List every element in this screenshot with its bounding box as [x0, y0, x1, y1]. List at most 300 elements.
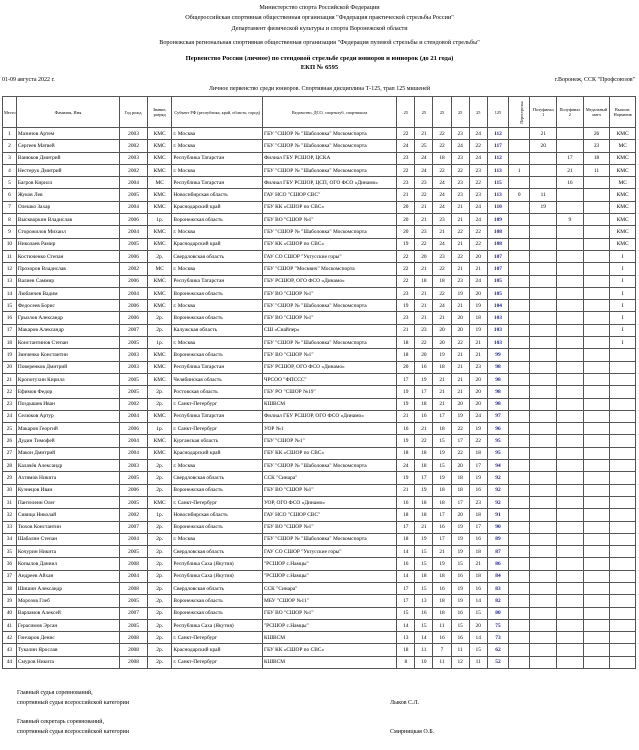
- cell-semifinal-1: [530, 558, 557, 570]
- cell-series-1: 17: [397, 595, 415, 607]
- cell-semifinal-1: [530, 386, 557, 398]
- cell-org: ГБУ "СШОР № "Шаболовка" Москомспорта: [262, 128, 396, 140]
- cell-series-1: 20: [397, 201, 415, 213]
- table-row: [3, 607, 636, 619]
- cell-series-5: 14: [469, 632, 487, 644]
- cell-series-5: 17: [469, 521, 487, 533]
- cell-series-3: 22: [433, 164, 451, 176]
- cell-name: Сивица Николай: [16, 509, 119, 521]
- cell-rank: 2р.: [147, 570, 172, 582]
- cell-rank: 2р.: [147, 546, 172, 558]
- cell-total: 73: [487, 632, 508, 644]
- cell-year: 2002: [120, 263, 148, 275]
- cell-name: Выскворкин Владислав: [16, 214, 119, 226]
- cell-medal-match: [583, 361, 610, 373]
- cell-norm: I: [610, 300, 636, 312]
- secretary-name: Смирницкая О.Б.: [390, 729, 435, 735]
- cell-series-4: 23: [451, 275, 469, 287]
- cell-rank: 2р.: [147, 324, 172, 336]
- cell-place: 44: [3, 656, 17, 668]
- table-row: [3, 349, 636, 361]
- cell-series-3: 18: [433, 595, 451, 607]
- cell-place: 15: [3, 300, 17, 312]
- cell-series-5: 20: [469, 619, 487, 631]
- cell-series-1: 18: [397, 533, 415, 545]
- cell-year: 2006: [120, 300, 148, 312]
- cell-subject: г. Санкт-Петербург: [172, 632, 263, 644]
- cell-shootoff: [509, 582, 530, 594]
- table-row: [3, 595, 636, 607]
- cell-semifinal-2: [557, 189, 584, 201]
- cell-series-1: 14: [397, 570, 415, 582]
- cell-series-5: 21: [469, 263, 487, 275]
- cell-semifinal-1: 11: [530, 189, 557, 201]
- cell-series-1: 20: [397, 214, 415, 226]
- cell-series-1: 22: [397, 164, 415, 176]
- cell-subject: Новосибирская область: [172, 189, 263, 201]
- cell-year: 2007: [120, 324, 148, 336]
- cell-series-3: 23: [433, 214, 451, 226]
- cell-norm: КМС: [610, 226, 636, 238]
- cell-semifinal-2: [557, 521, 584, 533]
- table-row: [3, 226, 636, 238]
- cell-shootoff: [509, 152, 530, 164]
- cell-place: 5: [3, 177, 17, 189]
- cell-semifinal-2: [557, 423, 584, 435]
- col-name: Фамилия, Имя: [16, 97, 119, 128]
- cell-series-3: 23: [433, 250, 451, 262]
- cell-medal-match: [583, 509, 610, 521]
- cell-series-5: 24: [469, 410, 487, 422]
- cell-series-2: 15: [415, 558, 433, 570]
- cell-semifinal-2: [557, 128, 584, 140]
- cell-medal-match: [583, 656, 610, 668]
- cell-place: 7: [3, 201, 17, 213]
- cell-total: 97: [487, 410, 508, 422]
- cell-subject: Воронежская область: [172, 312, 263, 324]
- cell-subject: г. Санкт-Петербург: [172, 496, 263, 508]
- cell-series-2: 18: [415, 460, 433, 472]
- cell-semifinal-2: [557, 435, 584, 447]
- cell-semifinal-1: [530, 373, 557, 385]
- cell-series-1: 21: [397, 189, 415, 201]
- cell-norm: [610, 619, 636, 631]
- cell-rank: 2р.: [147, 533, 172, 545]
- table-row: [3, 496, 636, 508]
- cell-total: 103: [487, 324, 508, 336]
- cell-series-2: 20: [415, 349, 433, 361]
- cell-series-2: 15: [415, 582, 433, 594]
- cell-series-4: 22: [451, 250, 469, 262]
- cell-medal-match: [583, 349, 610, 361]
- cell-rank: КМС: [147, 189, 172, 201]
- cell-total: 113: [487, 189, 508, 201]
- cell-medal-match: [583, 263, 610, 275]
- cell-series-1: 16: [397, 558, 415, 570]
- cell-series-2: 22: [415, 238, 433, 250]
- cell-shootoff: [509, 140, 530, 152]
- cell-series-5: 21: [469, 349, 487, 361]
- cell-total: 92: [487, 472, 508, 484]
- cell-series-3: 11: [433, 619, 451, 631]
- cell-medal-match: [583, 447, 610, 459]
- cell-series-3: 16: [433, 582, 451, 594]
- cell-name: Нестерук Дмитрий: [16, 164, 119, 176]
- cell-subject: Свердловская область: [172, 250, 263, 262]
- cell-name: Зинченко Константин: [16, 349, 119, 361]
- cell-series-3: 18: [433, 484, 451, 496]
- cell-year: 2002: [120, 140, 148, 152]
- cell-semifinal-2: [557, 619, 584, 631]
- cell-series-4: 23: [451, 189, 469, 201]
- cell-semifinal-1: [530, 582, 557, 594]
- cell-place: 18: [3, 337, 17, 349]
- cell-semifinal-1: [530, 472, 557, 484]
- cell-series-1: 19: [397, 300, 415, 312]
- col-place: Место: [3, 97, 17, 128]
- cell-semifinal-1: [530, 570, 557, 582]
- cell-medal-match: 18: [583, 152, 610, 164]
- cell-place: 43: [3, 644, 17, 656]
- table-row: [3, 312, 636, 324]
- cell-shootoff: [509, 558, 530, 570]
- cell-series-1: 18: [397, 447, 415, 459]
- cell-place: 17: [3, 324, 17, 336]
- cell-series-1: 23: [397, 287, 415, 299]
- cell-semifinal-1: [530, 349, 557, 361]
- cell-name: Николаев Рамир: [16, 238, 119, 250]
- cell-series-2: 23: [415, 324, 433, 336]
- cell-shootoff: [509, 496, 530, 508]
- cell-series-5: 19: [469, 324, 487, 336]
- cell-series-2: 22: [415, 435, 433, 447]
- cell-series-4: 21: [451, 201, 469, 213]
- cell-rank: 2р.: [147, 312, 172, 324]
- cell-shootoff: [509, 312, 530, 324]
- cell-series-3: 21: [433, 546, 451, 558]
- cell-year: 2006: [120, 423, 148, 435]
- cell-series-2: 21: [415, 300, 433, 312]
- cell-place: 2: [3, 140, 17, 152]
- cell-shootoff: [509, 287, 530, 299]
- table-row: [3, 275, 636, 287]
- cell-year: 2005: [120, 386, 148, 398]
- cell-series-5: 22: [469, 238, 487, 250]
- col-subject: Субъект РФ (республика, край, область, город): [172, 97, 263, 128]
- cell-semifinal-1: [530, 607, 557, 619]
- cell-place: 30: [3, 484, 17, 496]
- cell-series-4: 21: [451, 214, 469, 226]
- cell-place: 23: [3, 398, 17, 410]
- cell-org: "РСШОР с.Намцы": [262, 558, 396, 570]
- cell-series-1: 22: [397, 263, 415, 275]
- cell-series-5: 15: [469, 644, 487, 656]
- cell-year: 2004: [120, 447, 148, 459]
- cell-place: 16: [3, 312, 17, 324]
- cell-rank: 2р.: [147, 558, 172, 570]
- cell-shootoff: [509, 410, 530, 422]
- cell-semifinal-2: [557, 201, 584, 213]
- cell-org: КШВСМ: [262, 632, 396, 644]
- cell-series-2: 19: [415, 373, 433, 385]
- cell-semifinal-1: [530, 337, 557, 349]
- table-row: [3, 164, 636, 176]
- cell-rank: 1р.: [147, 509, 172, 521]
- cell-series-4: 18: [451, 484, 469, 496]
- cell-name: Константинов Степан: [16, 337, 119, 349]
- table-row: [3, 214, 636, 226]
- cell-org: "РСШОР с.Намцы": [262, 619, 396, 631]
- table-row: [3, 189, 636, 201]
- col-semifinal-2: Полуфинал 2: [557, 97, 584, 128]
- cell-series-3: 11: [433, 656, 451, 668]
- cell-rank: КМС: [147, 361, 172, 373]
- cell-semifinal-1: [530, 263, 557, 275]
- cell-series-1: 19: [397, 238, 415, 250]
- cell-series-1: 23: [397, 152, 415, 164]
- cell-semifinal-1: [530, 226, 557, 238]
- cell-year: 2006: [120, 250, 148, 262]
- cell-semifinal-2: [557, 140, 584, 152]
- cell-subject: Новосибирская область: [172, 509, 263, 521]
- cell-semifinal-1: [530, 533, 557, 545]
- cell-subject: Республика Татарстан: [172, 361, 263, 373]
- cell-subject: Воронежская область: [172, 214, 263, 226]
- cell-medal-match: 23: [583, 140, 610, 152]
- cell-total: 91: [487, 509, 508, 521]
- cell-series-2: 21: [415, 214, 433, 226]
- cell-semifinal-2: [557, 570, 584, 582]
- cell-medal-match: [583, 546, 610, 558]
- cell-semifinal-1: [530, 398, 557, 410]
- table-row: [3, 250, 636, 262]
- cell-total: 113: [487, 164, 508, 176]
- cell-total: 110: [487, 201, 508, 213]
- col-semifinal-1: Полуфинал 1: [530, 97, 557, 128]
- cell-norm: [610, 447, 636, 459]
- cell-semifinal-1: [530, 460, 557, 472]
- cell-series-2: 18: [415, 447, 433, 459]
- cell-medal-match: [583, 570, 610, 582]
- col-series-5: 25: [469, 97, 487, 128]
- cell-series-1: 8: [397, 656, 415, 668]
- cell-rank: МС: [147, 263, 172, 275]
- cell-semifinal-2: [557, 287, 584, 299]
- cell-semifinal-1: 21: [530, 128, 557, 140]
- table-row: [3, 533, 636, 545]
- cell-series-3: 24: [433, 177, 451, 189]
- cell-place: 24: [3, 410, 17, 422]
- cell-semifinal-2: [557, 558, 584, 570]
- cell-name: Ахтямов Никита: [16, 472, 119, 484]
- cell-medal-match: [583, 275, 610, 287]
- cell-name: Ванюков Дмитрий: [16, 152, 119, 164]
- cell-year: 2004: [120, 410, 148, 422]
- cell-series-4: 21: [451, 386, 469, 398]
- cell-semifinal-2: [557, 312, 584, 324]
- cell-series-5: 18: [469, 570, 487, 582]
- cell-place: 19: [3, 349, 17, 361]
- cell-norm: [610, 472, 636, 484]
- header-federation: Общероссийская спортивная общественная организация "Федерация практической стрельбы России": [185, 14, 454, 21]
- cell-series-1: 17: [397, 373, 415, 385]
- cell-shootoff: [509, 484, 530, 496]
- cell-series-2: 17: [415, 386, 433, 398]
- cell-series-3: 21: [433, 398, 451, 410]
- cell-semifinal-2: [557, 361, 584, 373]
- cell-shootoff: [509, 263, 530, 275]
- cell-series-2: 21: [415, 423, 433, 435]
- cell-org: УОР, ОГО ФСО «Динамо»: [262, 496, 396, 508]
- cell-subject: Воронежская область: [172, 287, 263, 299]
- header-regional-org: Воронежская региональная спортивная общественная организация "Федерация пулевой стрельбы и стендовой стрельбы": [159, 39, 480, 46]
- cell-name: Шишин Александр: [16, 582, 119, 594]
- cell-series-1: 18: [397, 509, 415, 521]
- cell-rank: КМС: [147, 373, 172, 385]
- cell-semifinal-2: [557, 386, 584, 398]
- cell-norm: [610, 410, 636, 422]
- table-row: [3, 423, 636, 435]
- cell-subject: Краснодарский край: [172, 201, 263, 213]
- cell-shootoff: [509, 275, 530, 287]
- cell-semifinal-1: [530, 250, 557, 262]
- cell-shootoff: [509, 337, 530, 349]
- cell-total: 107: [487, 250, 508, 262]
- cell-name: Мазинов Артем: [16, 128, 119, 140]
- cell-medal-match: [583, 398, 610, 410]
- cell-subject: г. Москва: [172, 140, 263, 152]
- cell-series-4: 20: [451, 312, 469, 324]
- cell-medal-match: 26: [583, 128, 610, 140]
- cell-total: 90: [487, 521, 508, 533]
- cell-place: 6: [3, 189, 17, 201]
- cell-org: ГБУ ВО "СШОР №1": [262, 214, 396, 226]
- cell-norm: I: [610, 324, 636, 336]
- cell-shootoff: [509, 435, 530, 447]
- cell-name: Прохоров Владислав: [16, 263, 119, 275]
- cell-shootoff: [509, 201, 530, 213]
- cell-series-2: 22: [415, 189, 433, 201]
- cell-shootoff: 1: [509, 164, 530, 176]
- cell-total: 103: [487, 312, 508, 324]
- cell-series-2: 18: [415, 509, 433, 521]
- cell-series-2: 21: [415, 263, 433, 275]
- cell-series-3: 24: [433, 238, 451, 250]
- cell-org: УОР №1: [262, 423, 396, 435]
- cell-org: ГБУ КК «СШОР по СВС»: [262, 201, 396, 213]
- cell-semifinal-2: [557, 410, 584, 422]
- cell-semifinal-2: 17: [557, 152, 584, 164]
- cell-subject: г. Санкт-Петербург: [172, 398, 263, 410]
- cell-shootoff: [509, 128, 530, 140]
- cell-subject: г. Москва: [172, 128, 263, 140]
- cell-org: ГБУ РО "СШОР №19": [262, 386, 396, 398]
- cell-rank: КМС: [147, 152, 172, 164]
- cell-total: 98: [487, 361, 508, 373]
- cell-org: ГБУ ВО "СШОР №1": [262, 287, 396, 299]
- cell-series-4: 23: [451, 177, 469, 189]
- cell-org: ГБУ РСШОР, ОГО ФСО «Динамо»: [262, 275, 396, 287]
- cell-rank: 2р.: [147, 386, 172, 398]
- table-row: [3, 619, 636, 631]
- header-department: Департамент физической культуры и спорта Воронежской области: [231, 25, 408, 32]
- cell-shootoff: [509, 324, 530, 336]
- cell-series-4: 12: [451, 656, 469, 668]
- cell-series-3: 19: [433, 349, 451, 361]
- cell-subject: Республика Татарстан: [172, 275, 263, 287]
- cell-shootoff: [509, 398, 530, 410]
- cell-name: Макаров Александр: [16, 324, 119, 336]
- cell-org: ССК "Синара": [262, 582, 396, 594]
- cell-year: 2006: [120, 312, 148, 324]
- cell-series-3: 24: [433, 201, 451, 213]
- cell-series-5: 23: [469, 164, 487, 176]
- col-series-4: 25: [451, 97, 469, 128]
- cell-norm: КМС: [610, 152, 636, 164]
- cell-series-1: 19: [397, 435, 415, 447]
- judge-title-1: Главный судья соревнований,: [17, 690, 93, 696]
- cell-org: ЧРСОО "ФПССС": [262, 373, 396, 385]
- cell-shootoff: [509, 644, 530, 656]
- cell-series-2: 17: [415, 472, 433, 484]
- cell-total: 112: [487, 128, 508, 140]
- cell-norm: I: [610, 275, 636, 287]
- cell-total: 108: [487, 226, 508, 238]
- cell-series-3: 18: [433, 570, 451, 582]
- cell-series-4: 19: [451, 410, 469, 422]
- cell-series-2: 23: [415, 226, 433, 238]
- cell-name: Гончаров Денис: [16, 632, 119, 644]
- cell-subject: г. Москва: [172, 263, 263, 275]
- cell-norm: [610, 607, 636, 619]
- table-row: [3, 140, 636, 152]
- cell-org: ССК "Синара": [262, 472, 396, 484]
- cell-year: 2002: [120, 509, 148, 521]
- cell-year: 2004: [120, 435, 148, 447]
- cell-total: 82: [487, 595, 508, 607]
- cell-norm: [610, 361, 636, 373]
- cell-series-1: 13: [397, 632, 415, 644]
- table-row: [3, 472, 636, 484]
- cell-medal-match: [583, 496, 610, 508]
- cell-semifinal-1: [530, 423, 557, 435]
- cell-series-5: 24: [469, 275, 487, 287]
- cell-rank: 2р.: [147, 619, 172, 631]
- cell-subject: Республика Татарстан: [172, 410, 263, 422]
- cell-series-3: 7: [433, 644, 451, 656]
- cell-series-5: 20: [469, 250, 487, 262]
- cell-series-4: 22: [451, 164, 469, 176]
- cell-norm: [610, 558, 636, 570]
- cell-series-3: 24: [433, 300, 451, 312]
- cell-place: 40: [3, 607, 17, 619]
- col-year: Год рожд.: [120, 97, 148, 128]
- cell-name: Шабалин Степан: [16, 533, 119, 545]
- cell-series-4: 19: [451, 546, 469, 558]
- cell-semifinal-2: [557, 632, 584, 644]
- cell-norm: МС: [610, 140, 636, 152]
- cell-shootoff: [509, 533, 530, 545]
- cell-subject: г. Санкт-Петербург: [172, 423, 263, 435]
- cell-semifinal-2: [557, 509, 584, 521]
- cell-place: 35: [3, 546, 17, 558]
- cell-series-4: 15: [451, 558, 469, 570]
- cell-rank: КМС: [147, 238, 172, 250]
- table-row: [3, 398, 636, 410]
- cell-series-3: 22: [433, 287, 451, 299]
- cell-series-2: 21: [415, 201, 433, 213]
- cell-subject: Воронежская область: [172, 521, 263, 533]
